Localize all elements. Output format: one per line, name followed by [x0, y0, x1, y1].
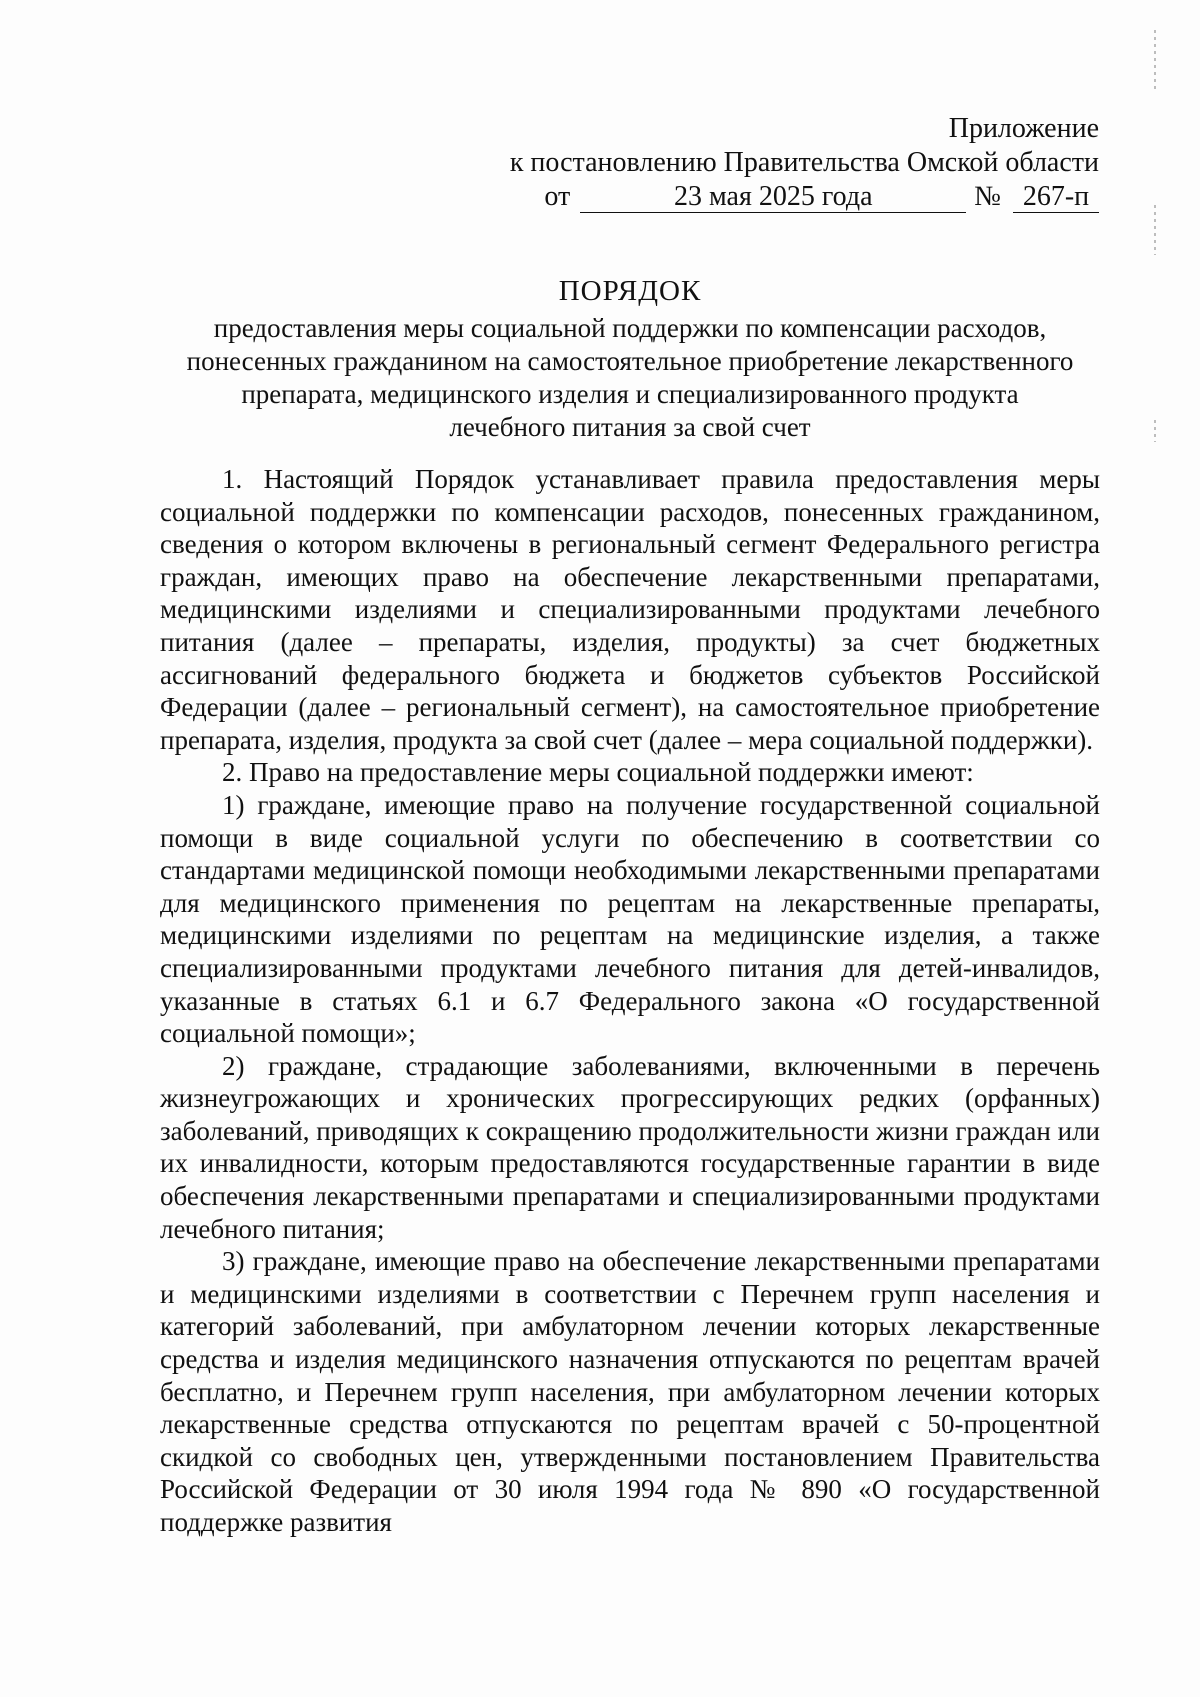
list-item-3: 3) граждане, имеющие право на обеспечение лекарственными препаратами и медицинскими изделиями в соответствии с Перечнем групп населения и категорий заболеваний, при амбулаторном лечении которых лекарственные средства и изделия медицинского назначения отпускаются по рецептам врачей бесплатно, и Перечнем групп населения, при амбулаторном лечении которых лекарственные средства отпускаются по рецептам врачей с 50-процентной скидкой со свободных цен, утвержденными постановлением Правительства Российской Федерации от 30 июля 1994 года № 890 «О государственной поддержке развития — [160, 1246, 1100, 1537]
list-item-1: 1) граждане, имеющие право на получение государственной социальной помощи в виде социальной услуги по обеспечению в соответствии со стандартами медицинской помощи необходимыми лекарственными препаратами для медицинского применения по рецептам на лекарственные препараты, медицинскими изделиями по рецептам на медицинские изделия, а также специализированными продуктами лечебного питания для детей-инвалидов, указанные в статьях 6.1 и 6.7 Федерального закона «О государственной социальной помощи»; — [160, 789, 1100, 1049]
scan-margin-mark — [1154, 205, 1156, 255]
list-item-2: 2) граждане, страдающие заболеваниями, включенными в перечень жизнеугрожающих и хронических прогрессирующих редких (орфанных) заболеваний, приводящих к сокращению продолжительности жизни граждан или их инвалидности, которым предоставляются государственные гарантии в виде обеспечения лекарственными препаратами и специализированными продуктами лечебного питания; — [160, 1050, 1100, 1244]
resolution-number: 267-п — [1013, 182, 1099, 213]
subtitle-line: понесенных гражданином на самостоятельное приобретение лекарственного — [186, 346, 1074, 376]
resolution-date: 23 мая 2025 года — [580, 182, 966, 213]
subtitle-line: лечебного питания за свой счет — [449, 412, 811, 442]
document-heading — [160, 272, 1100, 444]
date-prefix: от — [544, 181, 571, 212]
subtitle-line: предоставления меры социальной поддержки по компенсации расходов, — [213, 313, 1047, 343]
scan-margin-mark — [1154, 420, 1156, 442]
paragraph-1: 1. Настоящий Порядок устанавливает правила предоставления меры социальной поддержки по компенсации расходов, понесенных гражданином, сведения о котором включены в региональный сегмент Федерального регистра граждан, имеющих право на обеспечение лекарственными препаратами, медицинскими изделиями и специализированными продуктами лечебного питания (далее – препараты, изделия, продукты) за счет бюджетных ассигнований федерального бюджета и бюджетов субъектов Российской Федерации (далее – региональный сегмент), на самостоятельное приобретение препарата, изделия, продукта за свой счет (далее – мера социальной поддержки). — [160, 464, 1100, 755]
document-body — [160, 463, 1100, 1539]
appendix-block — [499, 112, 1099, 214]
number-sign: № — [974, 181, 1001, 212]
appendix-reference: к постановлению Правительства Омской области — [509, 147, 1099, 178]
document-title: ПОРЯДОК — [558, 275, 702, 307]
appendix-title: Приложение — [948, 113, 1099, 144]
resolution-date-line — [499, 180, 1099, 214]
scan-margin-mark — [1154, 30, 1156, 90]
document-subtitle — [160, 312, 1100, 444]
subtitle-line: препарата, медицинского изделия и специализированного продукта — [241, 379, 1019, 409]
paragraph-2: 2. Право на предоставление меры социальной поддержки имеют: — [222, 757, 974, 788]
